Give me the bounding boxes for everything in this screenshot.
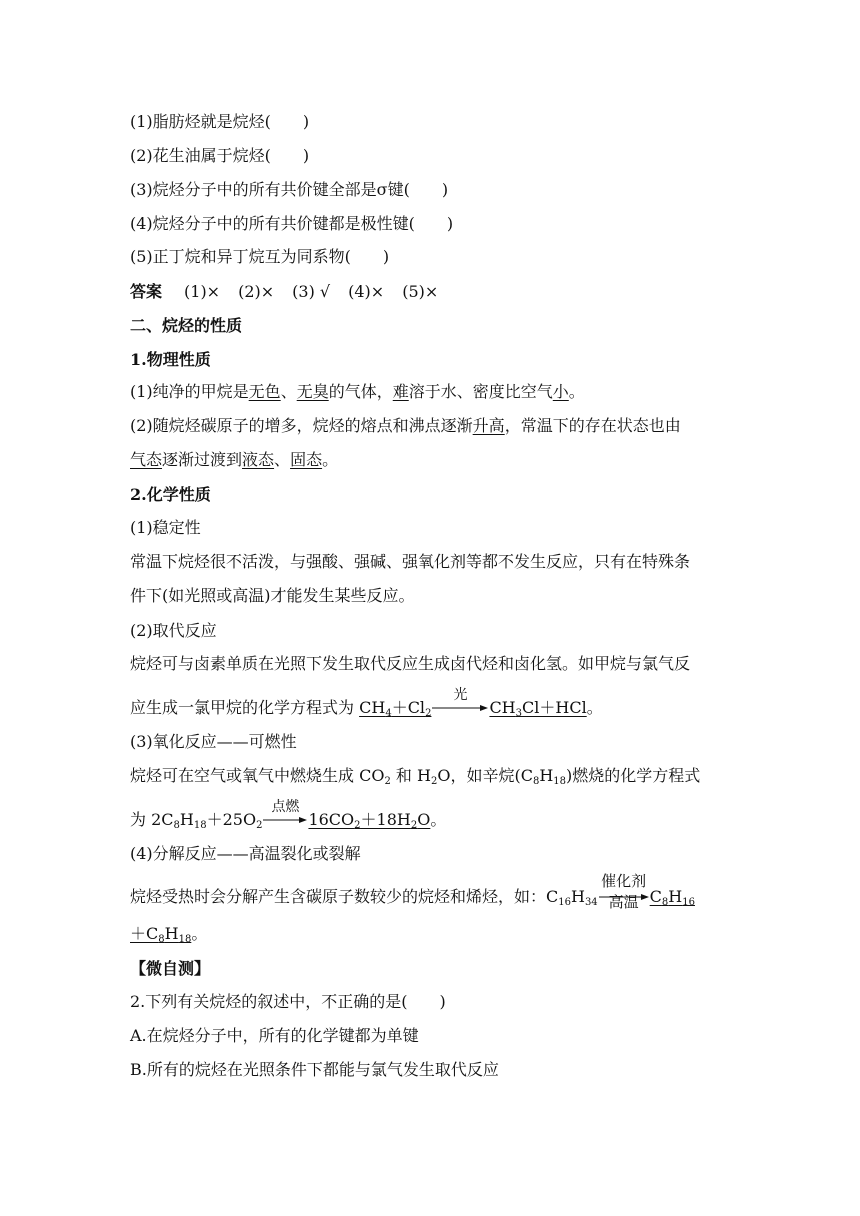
answer-4: (4)× (348, 282, 385, 301)
chemical-title: 2.化学性质 (130, 485, 211, 504)
physical-p2-line1: (2)随烷烃碳原子的增多，烷烃的熔点和沸点逐渐升高，常温下的存在状态也由 (130, 416, 681, 435)
question-1: (1)脂肪烃就是烷烃( ) (130, 112, 310, 131)
quiz-option-a[interactable]: A.在烷烃分子中，所有的化学键都为单键 (130, 1026, 419, 1045)
stability-line2: 件下(如光照或高温)才能发生某些反应。 (130, 586, 415, 605)
decomposition-title: (4)分解反应——高温裂化或裂解 (130, 844, 361, 863)
light-condition: 光 (453, 687, 468, 703)
answer-1: (1)× (184, 282, 221, 301)
section-heading: 二、烷烃的性质 (130, 316, 243, 335)
methane-equation: $CH_4+Cl_2$ (359, 698, 432, 719)
substitution-line1: 烷烃可与卤素单质在光照下发生取代反应生成卤代烃和卤化氢。如甲烷与氯气反 (130, 654, 691, 673)
question-5: (5)正丁烷和异丁烷互为同系物( ) (130, 247, 390, 266)
stability-line1: 常温下烷烃很不活泼，与强酸、强碱、强氧化剂等都不发生反应，只有在特殊条 (130, 552, 691, 571)
quiz-title: 【微自测】 (130, 959, 211, 978)
quiz-question: 2.下列有关烷烃的叙述中，不正确的是( ) (130, 992, 446, 1011)
oxidation-line1: 烷烃可在空气或氧气中燃烧生成 $CO_2$ 和 $H_2O$，如辛烷$(C_8H_{18})$燃烧的化学方程式 (130, 766, 701, 787)
catalyst-condition: 催化剂 (601, 872, 647, 890)
question-3: (3)烷烃分子中的所有共价键全部是σ键( ) (130, 180, 449, 199)
substitution-line2: 应生成一氯甲烷的化学方程式为 $CH_4+Cl_2$ 光 $CH_3Cl+HCl$。 (130, 687, 603, 719)
question-2: (2)花生油属于烷烃( ) (130, 146, 310, 165)
high-temp-condition: 高温 (608, 893, 639, 911)
physical-p2-line2: 气态逐渐过渡到液态、固态。 (130, 450, 339, 469)
oxidation-title: (3)氧化反应——可燃性 (130, 732, 297, 751)
octane-equation: 为 $2C_8H_{18}+25O_2$ 点燃 $16CO_2+18H_2O$。 (130, 799, 447, 831)
stability-title: (1)稳定性 (130, 518, 201, 537)
answer-line (130, 281, 438, 303)
decomposition-line1: 烷烃受热时会分解产生含碳原子数较少的烷烃和烯烃，如：$C_{16}H_{34}$ 催化剂 高温 $C_8H_{16}$ (130, 872, 695, 911)
question-4: (4)烷烃分子中的所有共价键都是极性键( ) (130, 214, 454, 233)
ignition-condition: 点燃 (271, 799, 300, 815)
answer-2: (2)× (238, 282, 275, 301)
answer-3: (3) √ (292, 282, 331, 301)
quiz-option-b[interactable]: B.所有的烷烃在光照条件下都能与氯气发生取代反应 (130, 1060, 499, 1079)
decomposition-line2: $+C_8H_{18}$。 (130, 924, 208, 945)
reaction-arrow-icon (263, 815, 307, 825)
physical-title: 1.物理性质 (130, 350, 211, 369)
answer-label: 答案 (130, 282, 163, 301)
physical-p1: (1)纯净的甲烷是无色、无臭的气体，难溶于水、密度比空气小。 (130, 382, 585, 401)
substitution-title: (2)取代反应 (130, 621, 217, 640)
answer-5: (5)× (402, 282, 439, 301)
reaction-arrow-icon (432, 703, 488, 713)
